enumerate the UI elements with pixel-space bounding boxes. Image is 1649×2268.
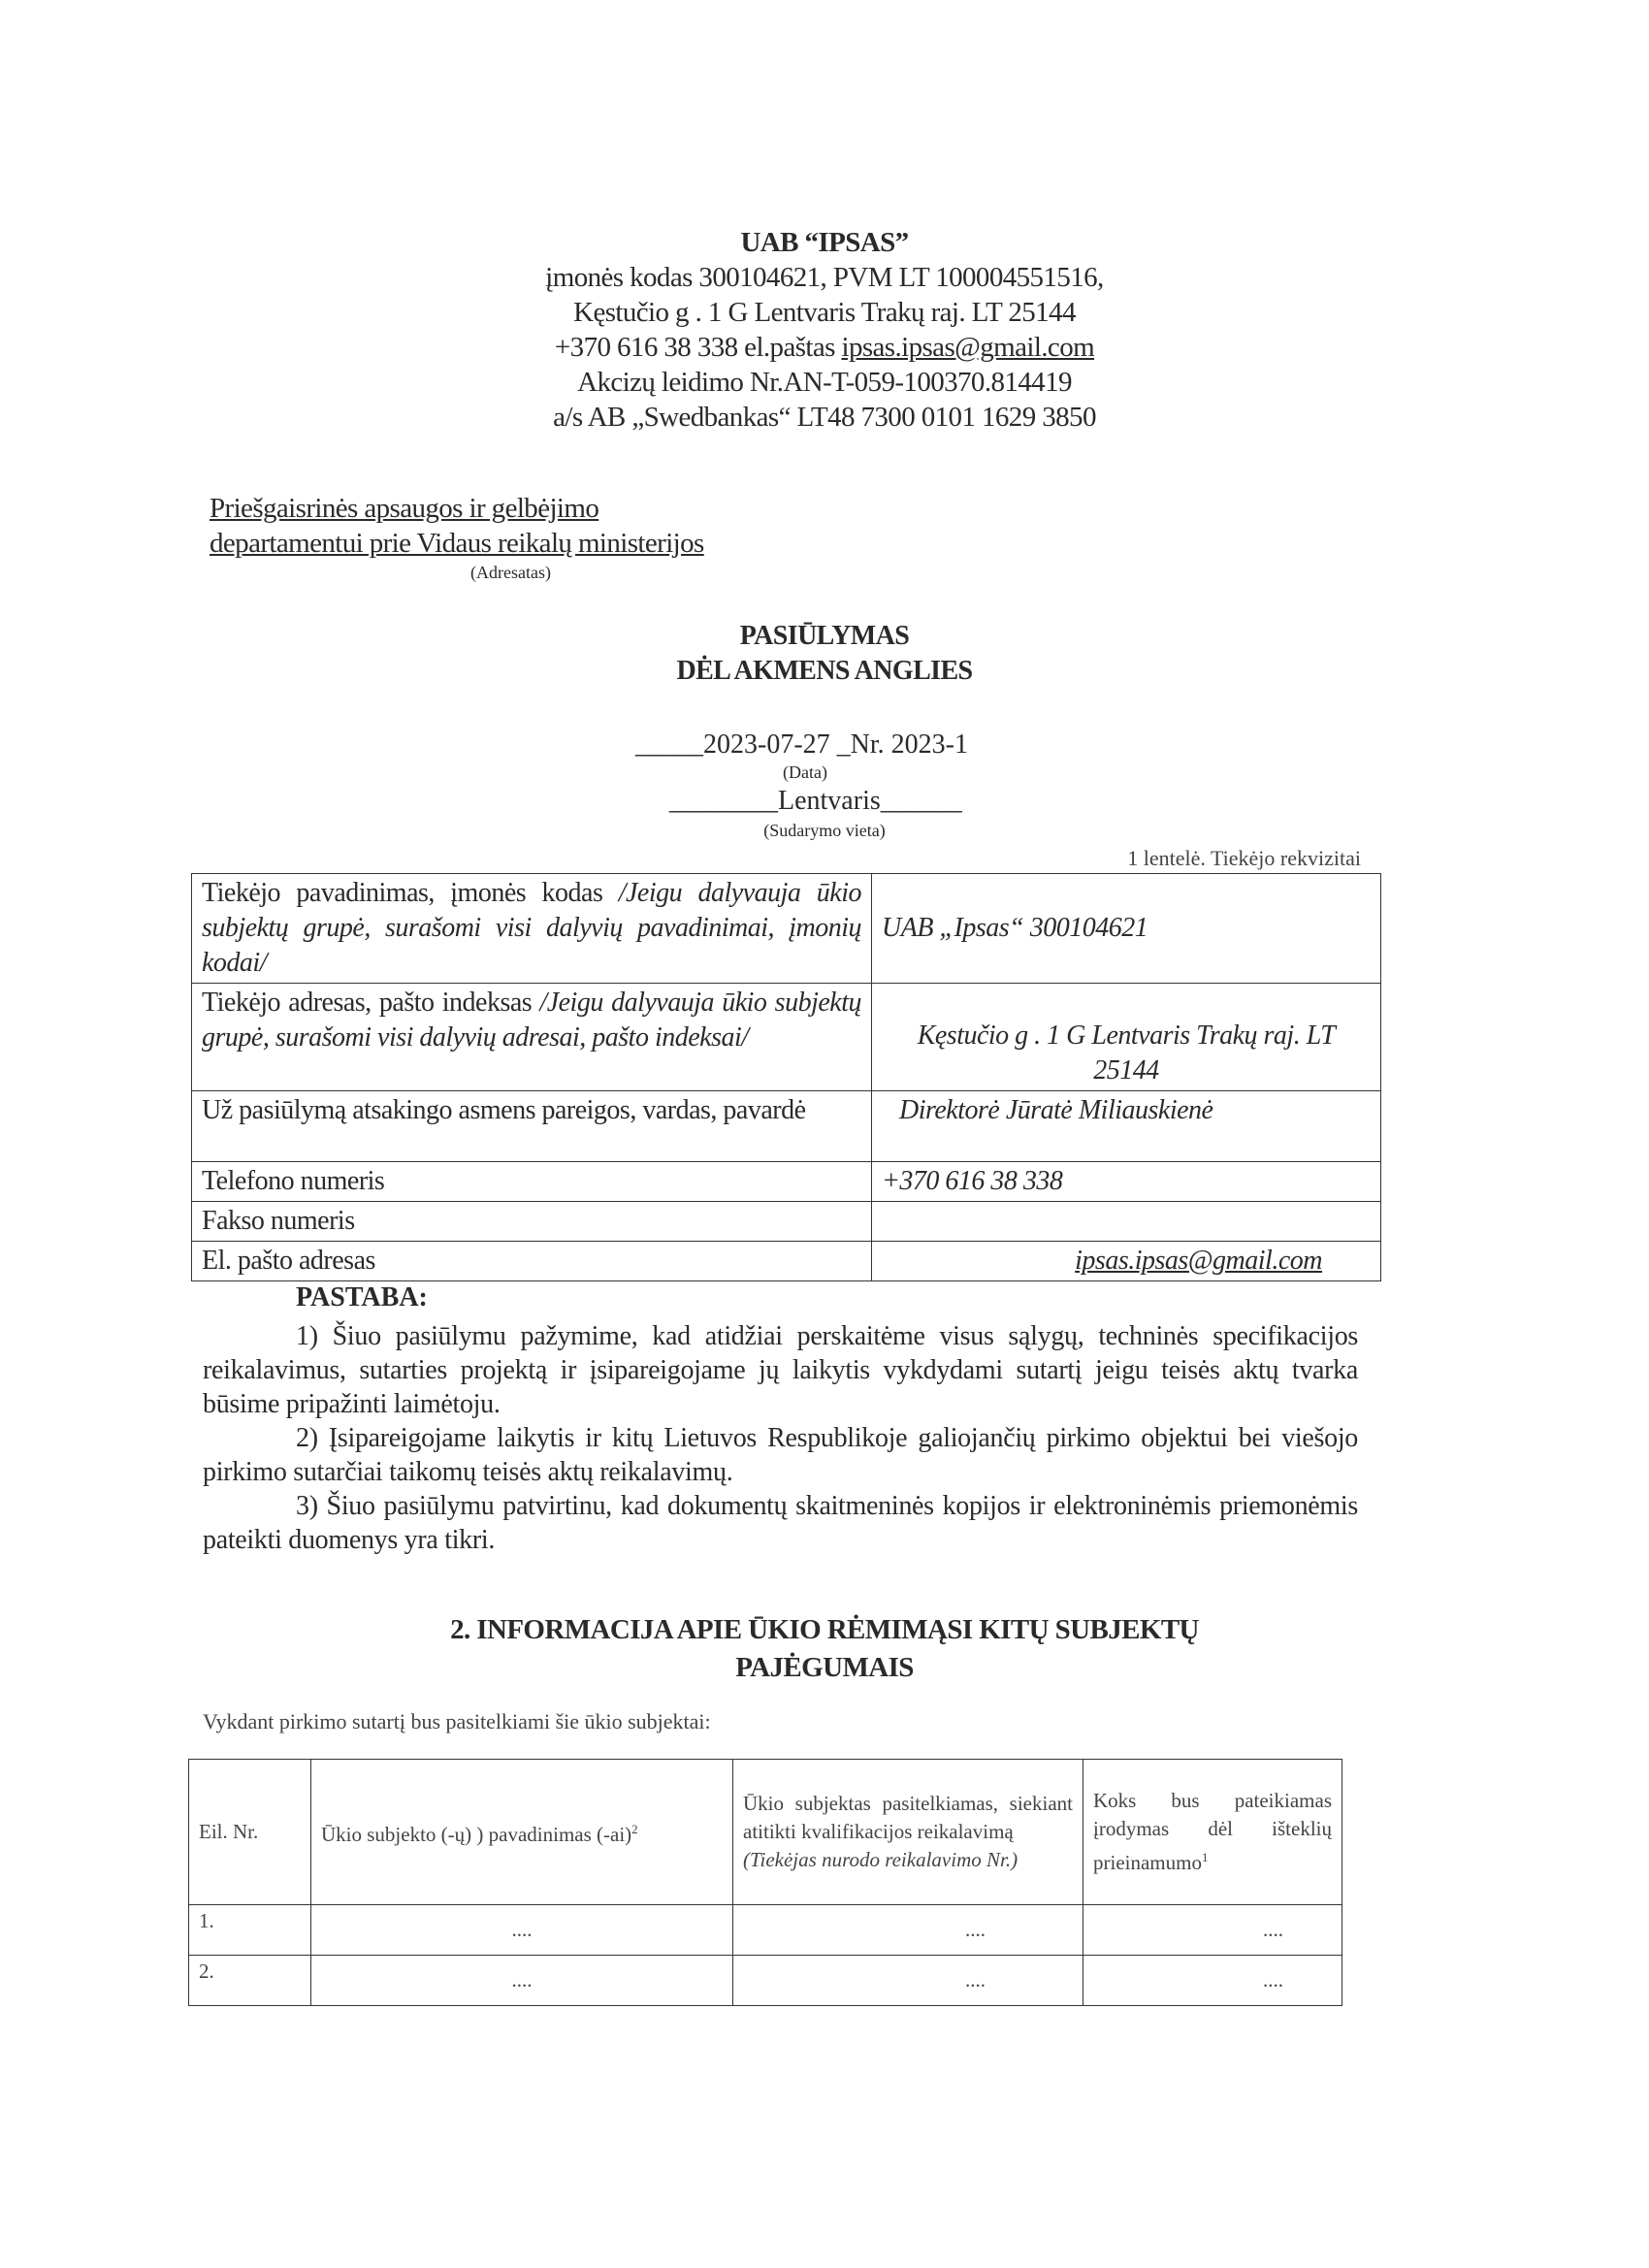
note-item: 2) Įsipareigojame laikytis ir kitų Lietuvos Respublikoje galiojančių pirkimo objektui bei viešojo pirkimo sutarčiai taikomų teisės aktų reikalavimų.: [203, 1423, 1358, 1487]
note-item: 3) Šiuo pasiūlymu patvirtinu, kad dokumentų skaitmeninės kopijos ir elektroninėmis priemonėmis pateikti duomenys yra tikri.: [203, 1491, 1358, 1555]
row-label: El. pašto adresas: [192, 1242, 872, 1281]
addressee-caption: (Adresatas): [470, 563, 551, 582]
row-no: 2.: [189, 1956, 311, 2006]
row-label: Fakso numeris: [192, 1202, 872, 1242]
section2-heading-cont: PAJĖGUMAIS: [735, 1652, 914, 1683]
phone-value: +370 616 38 338: [872, 1162, 1381, 1202]
header-name-text: Ūkio subjekto (-ų) ) pavadinimas (-ai): [321, 1823, 632, 1846]
row-label: Telefono numeris: [192, 1162, 872, 1202]
date-number-line: _____2023-07-27 _Nr. 2023-1: [635, 729, 968, 760]
label-note: /Jeigu dalyvauja ūkio subjektų grupė, surašomi visi dalyvių adresai, pašto indeksai/: [202, 988, 861, 1053]
notes-heading: PASTABA:: [296, 1282, 428, 1312]
fax-value: [872, 1202, 1381, 1242]
label-text: Tiekėjo pavadinimas, įmonės kodas: [202, 878, 619, 908]
label-text: Tiekėjo adresas, pašto indeksas: [202, 988, 540, 1018]
cell: ....: [1083, 1905, 1342, 1956]
document-subtitle: DĖL AKMENS ANGLIES: [676, 656, 973, 686]
table-row: [192, 1091, 1381, 1162]
header-no: Eil. Nr.: [189, 1760, 311, 1905]
row-label: Už pasiūlymą atsakingo asmens pareigos, vardas, pavardė: [192, 1091, 872, 1162]
header-evidence-text: Koks bus pateikiamas įrodymas dėl išteklių prieinamumo: [1093, 1789, 1332, 1874]
company-codes: įmonės kodas 300104621, PVM LT 100004551516,: [545, 262, 1104, 293]
bank-account: a/s AB „Swedbankas“ LT48 7300 0101 1629 3850: [553, 402, 1096, 433]
cell: ....: [311, 1905, 733, 1956]
table-row: [192, 1202, 1381, 1242]
header-requirement: [733, 1760, 1083, 1905]
excise-permit: Akcizų leidimo Nr.AN-T-059-100370.814419: [577, 367, 1072, 398]
company-address: Kęstučio g . 1 G Lentvaris Trakų raj. LT 25144: [573, 297, 1076, 328]
date-caption: (Data): [783, 762, 827, 782]
header-name: [311, 1760, 733, 1905]
addressee-line2: departamentui prie Vidaus reikalų ministerijos: [210, 528, 704, 559]
notes-list: [203, 1319, 1358, 1557]
company-phone: +370 616 38 338 el.paštas: [554, 332, 842, 363]
table-row: [192, 1162, 1381, 1202]
cell: ....: [1083, 1956, 1342, 2006]
section2-intro: Vykdant pirkimo sutartį bus pasitelkiami šie ūkio subjektai:: [203, 1709, 711, 1733]
row-label: [192, 874, 872, 984]
place-caption: (Sudarymo vieta): [763, 821, 886, 840]
table-row: [192, 1242, 1381, 1281]
header-requirement-text: Ūkio subjektas pasitelkiamas, siekiant atitikti kvalifikacijos reikalavimą: [743, 1792, 1073, 1843]
responsible-person-value: Direktorė Jūratė Miliauskienė: [872, 1091, 1381, 1162]
supplier-name-value: UAB „Ipsas“ 300104621: [872, 874, 1381, 984]
table1-caption: 1 lentelė. Tiekėjo rekvizitai: [1127, 846, 1361, 870]
table-header-row: [189, 1760, 1342, 1905]
email-value[interactable]: ipsas.ipsas@gmail.com: [872, 1242, 1381, 1281]
section2-heading: 2. INFORMACIJA APIE ŪKIO RĖMIMĄSI KITŲ SUBJEKTŲ: [450, 1614, 1199, 1645]
cell: ....: [311, 1956, 733, 2006]
document-title: PASIŪLYMAS: [739, 621, 910, 651]
row-label: [192, 984, 872, 1091]
label-note: /Jeigu dalyvauja ūkio subjektų grupė, surašomi visi dalyvių pavadinimai, įmonių kodai/: [202, 878, 861, 978]
supplier-address-value: Kęstučio g . 1 G Lentvaris Trakų raj. LT 25144: [872, 984, 1381, 1091]
table-row: [192, 984, 1381, 1091]
note-item: 1) Šiuo pasiūlymu pažymime, kad atidžiai perskaitėme visus sąlygų, techninės specifikacijos reikalavimus, sutarties projektą ir įsipareigojame jų laikytis vykdydami sutartį jeigu teisės aktų tvarka būsime pripažinti laimėtoju.: [203, 1321, 1358, 1419]
header-requirement-note: (Tiekėjas nurodo reikalavimo Nr.): [743, 1848, 1018, 1871]
row-no: 1.: [189, 1905, 311, 1956]
cell: ....: [733, 1905, 1083, 1956]
subcontractors-table: [188, 1759, 1342, 2006]
addressee-line1: Priešgaisrinės apsaugos ir gelbėjimo: [210, 493, 599, 524]
company-email-link[interactable]: ipsas.ipsas@gmail.com: [841, 332, 1095, 363]
table-row: [189, 1956, 1342, 2006]
footnote-ref: 1: [1201, 1850, 1209, 1864]
place-line: ________Lentvaris______: [669, 786, 962, 816]
cell: ....: [733, 1956, 1083, 2006]
footnote-ref: 2: [631, 1822, 638, 1836]
company-name: UAB “IPSAS”: [740, 227, 909, 258]
company-contacts: [340, 330, 1310, 365]
supplier-details-table: [191, 873, 1381, 1281]
header-evidence: [1083, 1760, 1342, 1905]
table-row: [192, 874, 1381, 984]
table-row: [189, 1905, 1342, 1956]
